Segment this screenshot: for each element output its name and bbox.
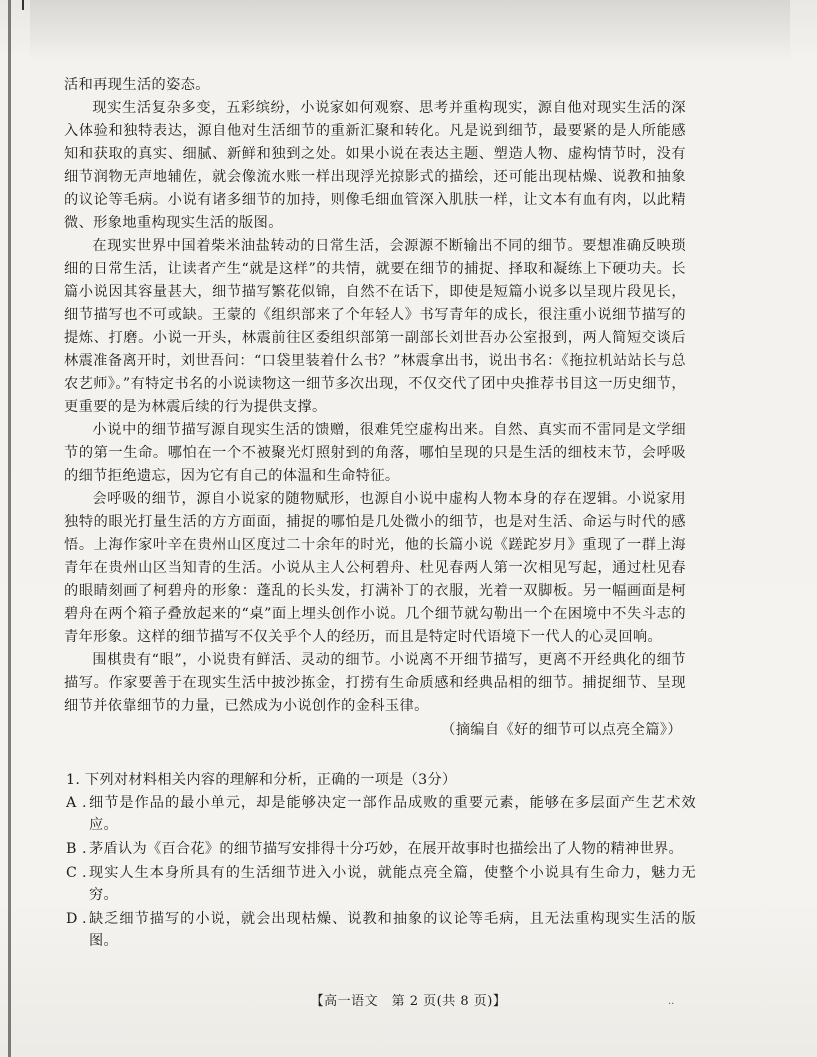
option-separator: . [82, 795, 87, 811]
option-separator: . [82, 865, 87, 881]
page-footer: 【高一语文 第 2 页(共 8 页)】 [310, 994, 507, 1009]
paragraph-3: 在现实世界中国着柴米油盐转动的日常生活，会源源不断输出不同的细节。要想准确反映琐细的日常生活，让读者产生“就是这样”的共情，就要在细节的捕捉、择取和凝练上下硬功夫。长篇小说因其容量甚大，细节描写繁花似锦，自然不在话下，即使是短篇小说多以呈现片段见长，细节描写也不可或缺。王蒙的《组织部来了个年轻人》书写青年的成长，很注重小说细节描写的提炼、打磨。小说一开头，林震前往区委组织部第一副部长刘世吾办公室报到，两人简短交谈后林震准备离开时，刘世吾问：“口袋里装着什么书？”林震拿出书，说出书名：《拖拉机站站长与总农艺师》。”有特定书名的小说读物这一细节多次出现，不仅交代了团中央推荐书目这一历史细节，更重要的是为林震后续的行为提供支撑。 [64, 238, 686, 415]
option-c [66, 862, 696, 906]
option-b [66, 838, 696, 860]
reading-passage [64, 74, 686, 742]
option-text: 缺乏细节描写的小说，就会出现枯燥、说教和抽象的议论等毛病，且无法重构现实生活的版图。 [89, 911, 696, 949]
option-letter: B [66, 841, 77, 857]
option-letter: C [66, 865, 78, 881]
option-separator: . [82, 911, 87, 927]
footer-marks: .. [668, 996, 675, 1007]
option-letter: D [66, 911, 78, 927]
scan-edge-line [8, 0, 11, 1057]
source-citation: （摘编自《好的细节可以点亮全篇》） [441, 722, 682, 738]
option-d [66, 908, 696, 952]
option-letter: A [66, 795, 77, 811]
corner-mark [22, 0, 24, 10]
scan-shadow [30, 0, 790, 62]
paragraph-4: 小说中的细节描写源自现实生活的馈赠，很难凭空虚构出来。自然、真实而不雷同是文学细节的第一生命。哪怕在一个不被聚光灯照射到的角落，哪怕呈现的只是生活的细枝末节，会呼吸的细节拒绝遗忘，因为它有自己的体温和生命特征。 [64, 422, 686, 484]
question-1 [66, 768, 696, 954]
option-a [66, 792, 696, 836]
question-stem: 1. 下列对材料相关内容的理解和分析，正确的一项是（3分） [66, 772, 457, 788]
paragraph-2: 现实生活复杂多变，五彩缤纷，小说家如何观察、思考并重构现实，源自他对现实生活的深入体验和独特表达，源自他对生活细节的重新汇聚和转化。凡是说到细节，最要紧的是人所能感知和获取的真实、细腻、新鲜和独到之处。如果小说在表达主题、塑造人物、虚构情节时，没有细节润物无声地辅佐，就会像流水账一样出现浮光掠影式的描绘，还可能出现枯燥、说教和抽象的议论等毛病。小说有诸多细节的加持，则像毛细血管深入肌肤一样，让文本有血有肉，以此精微、形象地重构现实生活的版图。 [64, 100, 686, 231]
paragraph-5: 会呼吸的细节，源自小说家的随物赋形，也源自小说中虚构人物本身的存在逻辑。小说家用独特的眼光打量生活的方方面面，捕捉的哪怕是几处微小的细节，也是对生活、命运与时代的感悟。上海作家叶辛在贵州山区度过二十余年的时光，他的长篇小说《蹉跎岁月》重现了一群上海青年在贵州山区当知青的生活。小说从主人公柯碧舟、杜见春两人第一次相见写起，通过杜见春的眼睛刻画了柯碧舟的形象：蓬乱的长头发，打满补丁的衣服，光着一双脚板。另一幅画面是柯碧舟在两个箱子叠放起来的“桌”面上埋头创作小说。几个细节就勾勒出一个在困境中不失斗志的青年形象。这样的细节描写不仅关乎个人的经历，而且是特定时代语境下一代人的心灵回响。 [64, 491, 686, 645]
option-text: 茅盾认为《百合花》的细节描写安排得十分巧妙，在展开故事时也描绘出了人物的精神世界。 [89, 841, 683, 857]
option-separator: . [82, 841, 87, 857]
option-text: 现实人生本身所具有的生活细节进入小说，就能点亮全篇，使整个小说具有生命力，魅力无穷。 [89, 865, 696, 903]
option-text: 细节是作品的最小单元，却是能够决定一部作品成败的重要元素，能够在多层面产生艺术效应。 [89, 795, 696, 833]
paragraph-6: 围棋贵有“眼”，小说贵有鲜活、灵动的细节。小说离不开细节描写，更离不开经典化的细节描写。作家要善于在现实生活中披沙拣金，打捞有生命质感和经典品相的细节。捕捉细节、呈现细节并依靠细节的力量，已然成为小说创作的金科玉律。 [64, 652, 686, 714]
paragraph-1: 活和再现生活的姿态。 [64, 77, 210, 93]
